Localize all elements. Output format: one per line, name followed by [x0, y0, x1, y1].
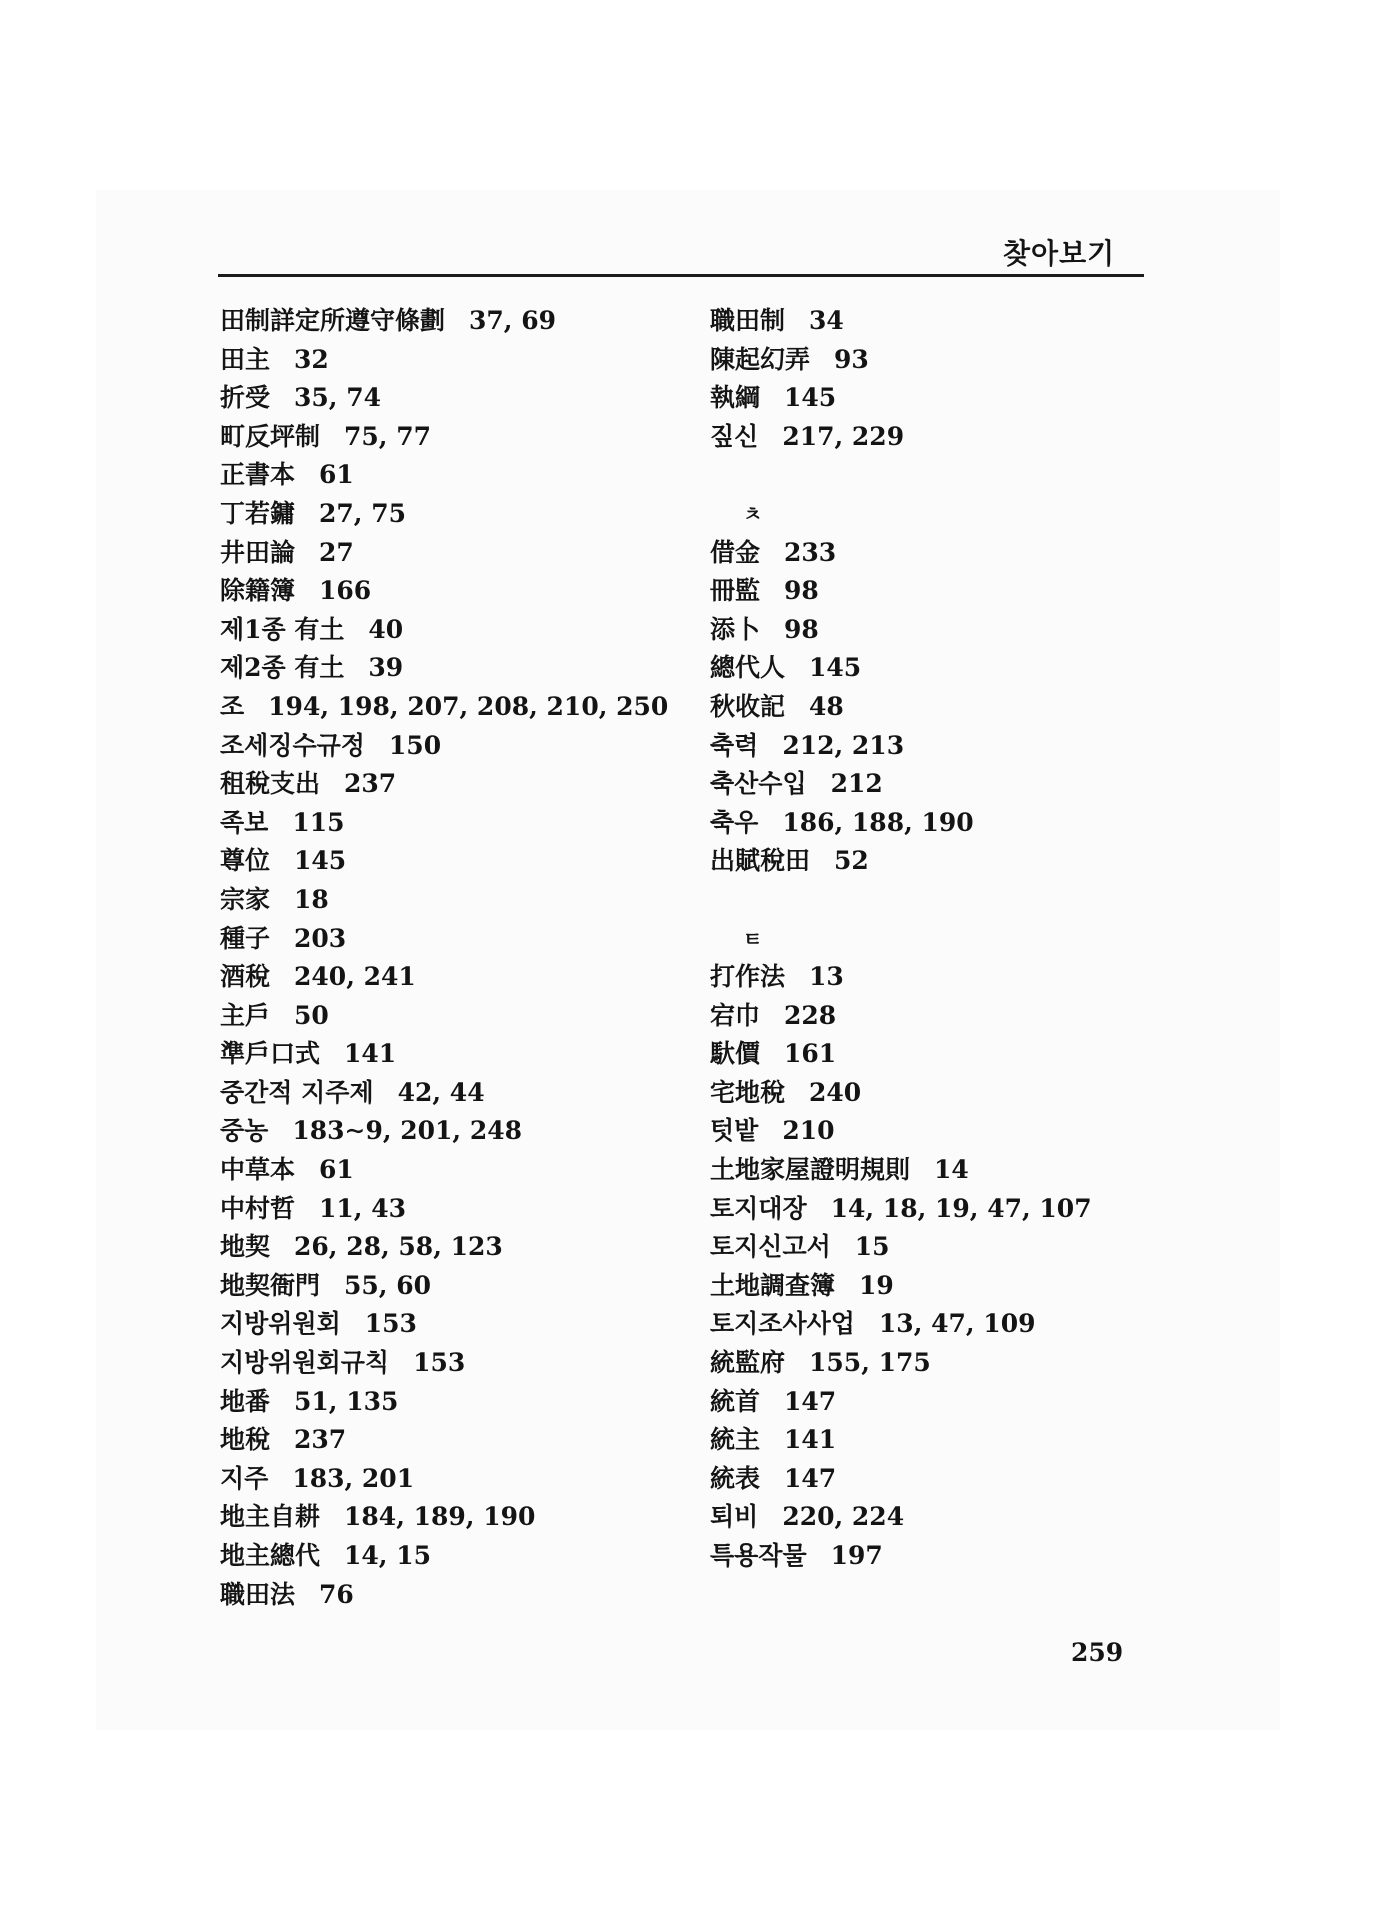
index-term: 축산수입: [710, 769, 807, 799]
index-term: 지방위원회규칙: [220, 1348, 390, 1378]
index-entry: [710, 418, 1092, 457]
index-term: 主戶: [220, 1000, 271, 1030]
index-page-numbers: 50: [294, 1000, 329, 1030]
index-page-numbers: 145: [294, 846, 347, 876]
index-term: 地契: [220, 1232, 271, 1262]
index-page-numbers: 98: [784, 576, 819, 606]
index-term: 중간적 지주제: [220, 1077, 374, 1107]
index-page-numbers: 194, 198, 207, 208, 210, 250: [268, 691, 669, 721]
index-page-numbers: 217, 229: [782, 421, 905, 451]
index-entry: [710, 958, 1092, 997]
index-page-numbers: 55, 60: [344, 1270, 432, 1300]
index-page-numbers: 61: [319, 1155, 354, 1185]
index-term: 町反坪制: [220, 421, 321, 451]
index-entry: [710, 1421, 1092, 1460]
index-page-numbers: 183, 201: [292, 1463, 415, 1493]
index-page-numbers: 26, 28, 58, 123: [294, 1232, 503, 1262]
index-entry: [220, 727, 668, 766]
running-head: 찾아보기: [1003, 237, 1116, 270]
index-term: 總代人: [710, 653, 786, 683]
index-page-numbers: 51, 135: [294, 1386, 399, 1416]
index-term: 地番: [220, 1386, 271, 1416]
index-page-numbers: 155, 175: [809, 1348, 931, 1378]
index-entry: [220, 1498, 668, 1537]
index-term: 職田制: [710, 306, 786, 335]
index-page-numbers: 240: [809, 1077, 862, 1107]
index-entry: [710, 1190, 1092, 1229]
index-entry: [220, 881, 668, 920]
index-page-numbers: 237: [294, 1425, 347, 1455]
index-entry: [710, 379, 1092, 418]
index-entry: [220, 495, 668, 534]
index-term: 除籍簿: [220, 576, 296, 606]
index-entry: [710, 1228, 1092, 1267]
index-term: 中草本: [220, 1155, 296, 1185]
index-page-numbers: 161: [784, 1039, 837, 1069]
index-entry: [220, 1190, 668, 1229]
index-page-numbers: 212, 213: [782, 730, 905, 760]
index-term: 統表: [710, 1463, 761, 1493]
index-entry: [710, 649, 1092, 688]
index-term: 酒稅: [220, 962, 271, 992]
index-term: 種子: [220, 923, 271, 953]
index-term: 지주: [220, 1463, 269, 1493]
index-term: 田制詳定所遵守條劃: [220, 306, 446, 335]
index-entry: [710, 611, 1092, 650]
index-page-numbers: 145: [784, 383, 837, 413]
index-entry: [220, 958, 668, 997]
page-number: 259: [1071, 1638, 1124, 1667]
index-entry: [220, 649, 668, 688]
index-page-numbers: 52: [834, 846, 869, 876]
index-entry: [710, 765, 1092, 804]
index-entry: [220, 1074, 668, 1113]
index-entry: [710, 997, 1092, 1036]
index-page-numbers: 14, 18, 19, 47, 107: [830, 1193, 1092, 1223]
section-letter-tieut: ㅌ: [743, 926, 763, 951]
index-term: 地稅: [220, 1425, 271, 1455]
index-page-numbers: 42, 44: [397, 1077, 485, 1107]
index-page-numbers: 166: [319, 576, 372, 606]
index-entry: [220, 302, 668, 341]
index-group-tieut: [710, 958, 1092, 1576]
index-column-right: [710, 302, 1092, 1576]
index-term: 出賦稅田: [710, 846, 811, 876]
index-entry: [710, 1035, 1092, 1074]
index-page-numbers: 237: [344, 769, 397, 799]
index-page-numbers: 19: [859, 1270, 894, 1300]
index-term: 토지신고서: [710, 1232, 831, 1262]
index-term: 中村哲: [220, 1193, 296, 1223]
index-page-numbers: 37, 69: [469, 306, 557, 335]
index-term: 地契衙門: [220, 1270, 321, 1300]
index-term: 土地家屋證明規則: [710, 1155, 911, 1185]
index-page-numbers: 150: [388, 730, 442, 760]
index-term: 특용작물: [710, 1541, 807, 1570]
index-entry: [220, 534, 668, 573]
index-entry: [220, 688, 668, 727]
index-page-numbers: 184, 189, 190: [344, 1502, 536, 1532]
index-page-numbers: 32: [294, 344, 329, 374]
index-page-numbers: 18: [294, 884, 329, 914]
index-entry: [710, 341, 1092, 380]
index-page-numbers: 27, 75: [319, 498, 407, 528]
index-term: 宗家: [220, 884, 271, 914]
index-entry: [220, 1344, 668, 1383]
index-column-left: [220, 302, 668, 1614]
index-page-numbers: 48: [809, 691, 844, 721]
index-term: 宅地稅: [710, 1077, 786, 1107]
index-page-numbers: 98: [784, 614, 819, 644]
index-entry: [220, 1035, 668, 1074]
index-page-numbers: 75, 77: [344, 421, 432, 451]
index-page-numbers: 115: [292, 807, 345, 837]
index-entry: [710, 1383, 1092, 1422]
index-term: 제1종 有土: [220, 614, 345, 644]
index-entry: [710, 727, 1092, 766]
index-term: 職田法: [220, 1579, 296, 1609]
index-entry: [710, 688, 1092, 727]
index-entry: [220, 1537, 668, 1576]
index-term: 조세징수규정: [220, 730, 365, 760]
index-page-numbers: 34: [809, 306, 844, 335]
index-page-numbers: 27: [319, 537, 354, 567]
index-page-numbers: 40: [368, 614, 404, 644]
index-entry: [710, 1074, 1092, 1113]
index-page-numbers: 147: [784, 1463, 837, 1493]
index-term: 토지조사사업: [710, 1309, 855, 1339]
index-term: 折受: [220, 383, 271, 413]
index-entry: [710, 1498, 1092, 1537]
index-term: 丁若鏞: [220, 498, 296, 528]
index-term: 텃밭: [710, 1116, 759, 1146]
index-page-numbers: 13: [809, 962, 844, 992]
index-page-numbers: 186, 188, 190: [782, 807, 974, 837]
section-gap: [710, 881, 1092, 920]
header-rule: [218, 274, 1144, 277]
index-page-numbers: 13, 47, 109: [878, 1309, 1036, 1339]
index-entry: [220, 611, 668, 650]
index-entry: [220, 572, 668, 611]
index-page-numbers: 212: [830, 769, 883, 799]
index-page-numbers: 61: [319, 460, 354, 490]
index-page-numbers: 147: [784, 1386, 837, 1416]
index-page-numbers: 183∼9, 201, 248: [292, 1116, 523, 1146]
index-term: 正書本: [220, 460, 296, 490]
index-entry: [220, 997, 668, 1036]
index-entry: [220, 842, 668, 881]
index-page-numbers: 228: [784, 1000, 837, 1030]
index-entry: [220, 1151, 668, 1190]
index-entry: [220, 1267, 668, 1306]
index-entry: [220, 765, 668, 804]
index-entry: [710, 1151, 1092, 1190]
index-term: 統首: [710, 1386, 761, 1416]
index-page-numbers: 203: [294, 923, 347, 953]
index-term: 土地調查簿: [710, 1270, 836, 1300]
index-page-numbers: 197: [830, 1541, 883, 1570]
index-entry: [220, 1576, 668, 1615]
index-entry: [710, 1305, 1092, 1344]
index-page-numbers: 233: [784, 537, 837, 567]
index-term: 添卜: [710, 614, 761, 644]
section-letter-chieut: ㅊ: [743, 501, 763, 526]
index-entry: [220, 1421, 668, 1460]
index-term: 租稅支出: [220, 769, 321, 799]
index-entry: [710, 1537, 1092, 1576]
index-term: 宕巾: [710, 1000, 761, 1030]
index-entry: [220, 920, 668, 959]
index-term: 馱價: [710, 1039, 761, 1069]
index-page-numbers: 210: [782, 1116, 835, 1146]
index-entry: [220, 418, 668, 457]
index-group-top: [710, 302, 1092, 456]
index-page-numbers: 153: [413, 1348, 466, 1378]
index-term: 조: [220, 691, 245, 721]
index-page-numbers: 93: [834, 344, 869, 374]
section-gap: [710, 456, 1092, 495]
index-term: 지방위원회: [220, 1309, 341, 1339]
index-page-numbers: 240, 241: [294, 962, 416, 992]
index-term: 중농: [220, 1116, 269, 1146]
index-entry: [220, 379, 668, 418]
index-entry: [220, 341, 668, 380]
index-group-chieut: [710, 534, 1092, 881]
index-page-numbers: 35, 74: [294, 383, 382, 413]
index-entry: [220, 1112, 668, 1151]
index-term: 打作法: [710, 962, 786, 992]
index-page-numbers: 141: [344, 1039, 397, 1069]
index-entry: [710, 1112, 1092, 1151]
index-page-numbers: 76: [319, 1579, 354, 1609]
index-page-numbers: 145: [809, 653, 862, 683]
index-page-numbers: 153: [364, 1309, 417, 1339]
index-term: 축력: [710, 730, 759, 760]
index-term: 冊監: [710, 576, 761, 606]
index-term: 축우: [710, 807, 759, 837]
index-entry: [710, 1267, 1092, 1306]
index-term: 족보: [220, 807, 269, 837]
index-term: 토지대장: [710, 1193, 807, 1223]
index-entry: [710, 534, 1092, 573]
index-term: 地主總代: [220, 1541, 321, 1570]
index-entry: [710, 842, 1092, 881]
index-term: 井田論: [220, 537, 296, 567]
index-page-numbers: 15: [854, 1232, 890, 1262]
index-term: 借金: [710, 537, 761, 567]
index-entry: [220, 1228, 668, 1267]
index-entry: [220, 1383, 668, 1422]
index-term: 執綱: [710, 383, 761, 413]
index-term: 統監府: [710, 1348, 786, 1378]
index-page-numbers: 14: [934, 1155, 969, 1185]
index-page-numbers: 141: [784, 1425, 837, 1455]
index-term: 秋收記: [710, 691, 786, 721]
index-term: 제2종 有土: [220, 653, 345, 683]
index-page-numbers: 39: [368, 653, 404, 683]
index-term: 尊位: [220, 846, 271, 876]
index-term: 퇴비: [710, 1502, 759, 1532]
index-page-numbers: 220, 224: [782, 1502, 905, 1532]
index-term: 準戶口式: [220, 1039, 321, 1069]
index-entry: [710, 572, 1092, 611]
index-term: 地主自耕: [220, 1502, 321, 1532]
index-page-numbers: 14, 15: [344, 1541, 432, 1570]
index-entry: [710, 302, 1092, 341]
index-entry: [220, 804, 668, 843]
index-term: 統主: [710, 1425, 761, 1455]
index-entry: [220, 456, 668, 495]
index-term: 짚신: [710, 421, 759, 451]
index-page-numbers: 11, 43: [319, 1193, 407, 1223]
index-entry: [220, 1305, 668, 1344]
index-entry: [710, 1344, 1092, 1383]
index-entry: [220, 1460, 668, 1499]
index-term: 陳起幻弄: [710, 344, 811, 374]
index-entry: [710, 804, 1092, 843]
index-entry: [710, 1460, 1092, 1499]
index-term: 田主: [220, 344, 271, 374]
